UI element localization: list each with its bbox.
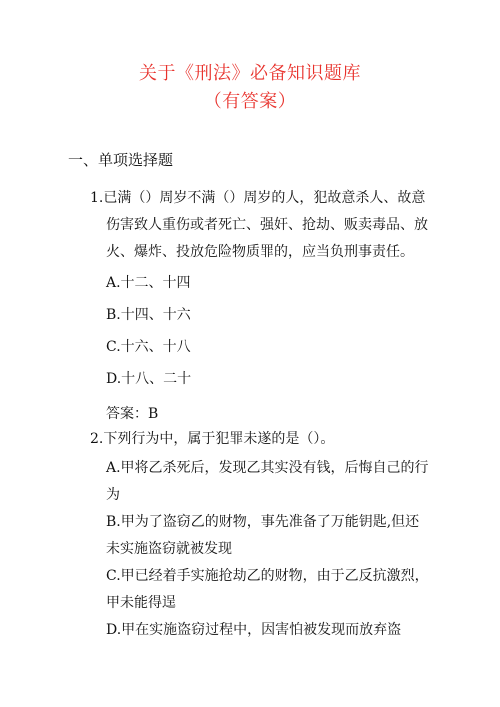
question-2-option-c-line-1: C.甲已经着手实施抢劫乙的财物，由于乙反抗激烈， (106, 568, 429, 584)
question-2-text: 2.下列行为中，属于犯罪未遂的是（）。 (90, 431, 335, 447)
section-heading: 一、单项选择题 (68, 151, 174, 169)
question-2-option-a-line-2: 为 (106, 487, 120, 503)
question-1-line-2: 伤害致人重伤或者死亡、强奸、抢劫、贩卖毒品、放 (106, 217, 428, 233)
question-1-line-3: 火、爆炸、投放危险物质罪的，应当负刑事责任。 (106, 244, 414, 260)
question-2-option-a-line-1: A.甲将乙杀死后，发现乙其实没有钱，后悔自己的行 (106, 460, 429, 476)
question-2-option-b-line-1: B.甲为了盗窃乙的财物，事先准备了万能钥匙,但还 (106, 514, 420, 530)
question-1-answer: 答案：B (106, 406, 159, 422)
question-1-line-1: 1.已满（）周岁不满（）周岁的人，犯故意杀人、故意 (90, 190, 426, 206)
question-1-option-b: B.十四、十六 (106, 307, 191, 323)
question-1-option-a: A.十二、十四 (106, 275, 191, 291)
question-1-option-d: D.十八、二十 (106, 371, 192, 387)
question-2-option-d-line-1: D.甲在实施盗窃过程中，因害怕被发现而放弃盗 (106, 622, 402, 638)
question-1-option-c: C.十六、十八 (106, 339, 191, 355)
document-title: 关于《刑法》必备知识题库 (139, 63, 361, 84)
question-2-option-c-line-2: 甲未能得逞 (106, 595, 176, 611)
document-subtitle: （有答案） (203, 91, 297, 112)
question-2-option-b-line-2: 未实施盗窃就被发现 (106, 541, 232, 557)
